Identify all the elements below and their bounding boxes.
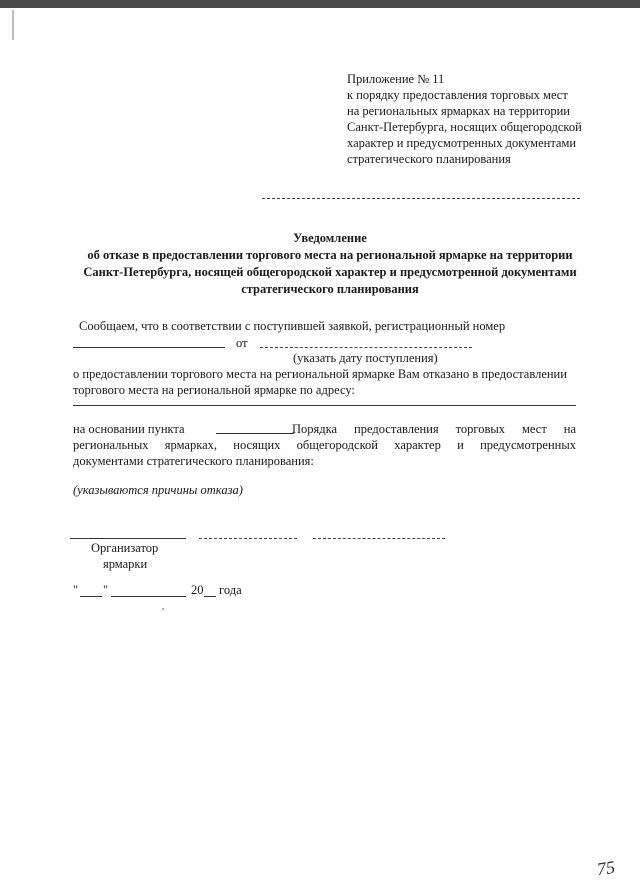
clause-number-field[interactable] (216, 433, 294, 434)
from-label: от (236, 336, 248, 350)
registration-number-field[interactable] (73, 347, 225, 348)
refusal-text: торгового места на региональной ярмарке по адресу: (73, 383, 355, 397)
date-received-field[interactable] (260, 347, 472, 348)
basis-rest: Порядка предоставления торговых мест на (292, 422, 576, 436)
year-prefix: 20 (191, 583, 204, 597)
quote-open: " (73, 583, 79, 597)
scan-speck (162, 608, 164, 610)
appendix-line: к порядку предоставления торговых мест (347, 88, 568, 102)
year-field[interactable] (204, 596, 216, 597)
notice-title (60, 230, 600, 298)
scan-edge-top (0, 0, 640, 8)
month-field[interactable] (111, 596, 186, 597)
basis-line-3: документами стратегического планирования: (73, 454, 314, 468)
title-heading: Уведомление (293, 231, 367, 245)
appendix-number: Приложение № 11 (347, 72, 445, 86)
title-line: стратегического планирования (241, 282, 419, 296)
organizer-label: ярмарки (103, 557, 148, 571)
address-field[interactable] (73, 405, 576, 406)
appendix-header (347, 71, 582, 167)
header-underline (262, 198, 580, 199)
appendix-line: Санкт-Петербурга, носящих общегородской (347, 120, 582, 134)
organizer-name-field[interactable] (70, 538, 186, 539)
signature-decode-field[interactable] (313, 538, 445, 539)
date-hint: (указать дату поступления) (293, 351, 438, 365)
page-mark: 75 (595, 856, 617, 880)
appendix-line: стратегического планирования (347, 152, 511, 166)
day-field[interactable] (80, 596, 102, 597)
title-line: об отказе в предоставлении торгового места на региональной ярмарке на территории (87, 248, 573, 262)
title-line: Санкт-Петербурга, носящей общегородской характер и предусмотренной документами (83, 265, 577, 279)
basis-line-2: региональных ярмарках, носящих общегородской характер и предусмотренных (73, 438, 576, 452)
intro-text: Сообщаем, что в соответствии с поступившей заявкой, регистрационный номер (79, 319, 506, 333)
reasons-hint: (указываются причины отказа) (73, 483, 243, 497)
signature-field[interactable] (199, 538, 297, 539)
appendix-line: характер и предусмотренных документами (347, 136, 577, 150)
quote-close: " (103, 583, 109, 597)
refusal-text: о предоставлении торгового места на региональной ярмарке Вам отказано в предоставлении (73, 367, 567, 381)
year-suffix: года (219, 583, 242, 597)
organizer-label: Организатор (91, 541, 159, 555)
appendix-line: на региональных ярмарках на территории (347, 104, 570, 118)
basis-start: на основании пункта (73, 422, 185, 436)
scan-edge-left (12, 10, 14, 40)
